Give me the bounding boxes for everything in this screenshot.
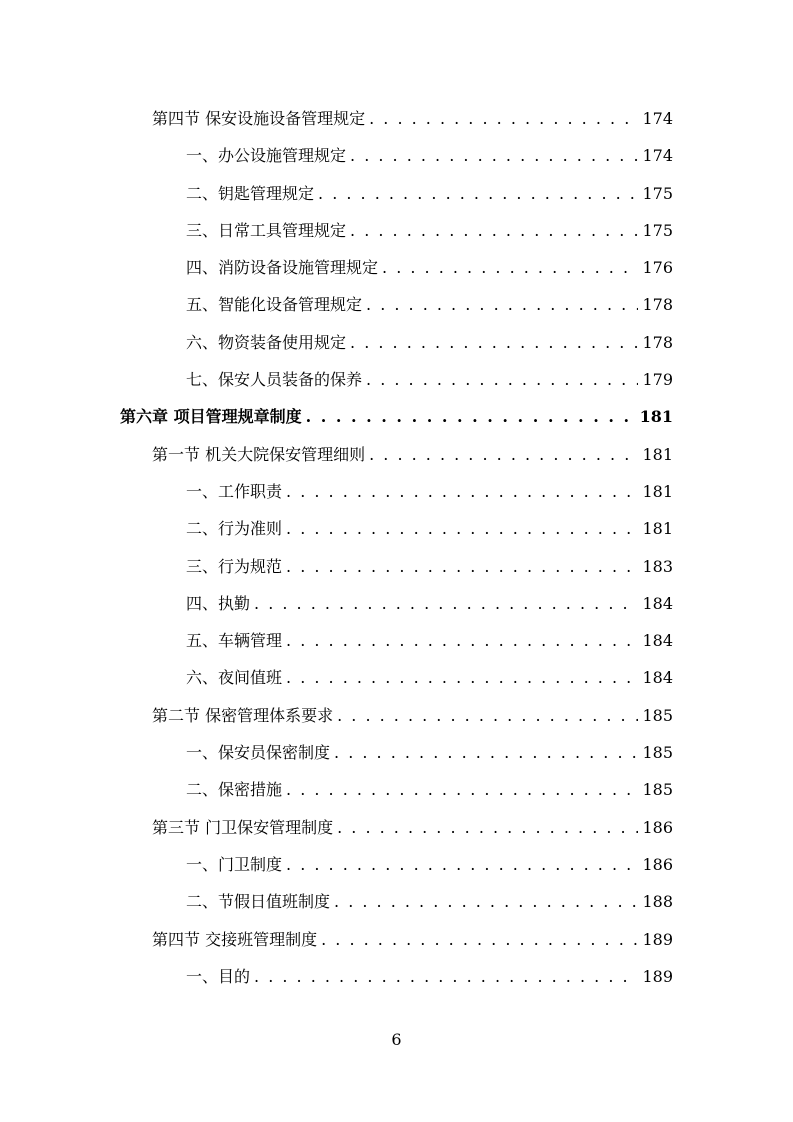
toc-entry[interactable]: [120, 361, 673, 398]
toc-entry-title: 四、消防设备设施管理规定: [186, 258, 379, 278]
dot-leader: [334, 883, 638, 920]
toc-entry-page: 184: [642, 631, 673, 651]
dot-leader: [286, 659, 638, 696]
toc-entry-page: 184: [642, 668, 673, 688]
toc-entry[interactable]: [120, 958, 673, 995]
dot-leader: [337, 809, 638, 846]
toc-entry-title: 第二节 保密管理体系要求: [152, 705, 334, 725]
toc-entry-title: 第四节 保安设施设备管理规定: [152, 109, 366, 128]
toc-entry-page: 179: [642, 370, 673, 390]
dot-leader: [286, 846, 638, 883]
toc-entry-page: 189: [642, 929, 673, 949]
toc-entry-title: 一、门卫制度: [186, 854, 283, 874]
dot-leader: [369, 100, 638, 137]
dot-leader: [366, 361, 638, 398]
toc-entry[interactable]: [120, 659, 673, 696]
toc-entry-title: 五、车辆管理: [186, 631, 283, 651]
toc-entry-title: 三、日常工具管理规定: [186, 220, 347, 240]
table-of-contents: [120, 100, 673, 995]
toc-entry[interactable]: [120, 286, 673, 323]
toc-entry-title: 第一节 机关大院保安管理细则: [152, 444, 366, 464]
toc-entry-page: 186: [642, 854, 673, 874]
dot-leader: [286, 510, 638, 547]
dot-leader: [286, 622, 638, 659]
toc-entry[interactable]: [120, 697, 673, 734]
dot-leader: [382, 249, 638, 286]
toc-entry-title: 四、执勤: [186, 593, 251, 613]
toc-entry[interactable]: [120, 212, 673, 249]
dot-leader: [254, 958, 638, 995]
dot-leader: [286, 548, 638, 585]
toc-entry-title: 一、保安员保密制度: [186, 743, 331, 763]
toc-entry-title: 二、行为准则: [186, 519, 283, 539]
page-number: 6: [391, 1030, 402, 1049]
toc-entry[interactable]: [120, 921, 673, 958]
toc-entry[interactable]: [120, 809, 673, 846]
toc-entry[interactable]: [120, 324, 673, 361]
toc-entry-page: 184: [642, 593, 673, 613]
toc-entry-page: 176: [642, 258, 673, 278]
toc-entry-page: 185: [642, 743, 673, 763]
dot-leader: [350, 212, 638, 249]
toc-entry-page: 181: [642, 519, 673, 539]
toc-entry-title: 二、保密措施: [186, 780, 283, 800]
toc-entry-page: 175: [642, 220, 673, 240]
toc-entry[interactable]: [120, 436, 673, 473]
dot-leader: [369, 436, 638, 473]
dot-leader: [350, 324, 638, 361]
dot-leader: [286, 473, 638, 510]
dot-leader: [366, 286, 638, 323]
dot-leader: [306, 398, 636, 435]
toc-entry-page: 181: [642, 444, 673, 464]
toc-entry-page: 175: [642, 183, 673, 203]
toc-entry-title: 第六章 项目管理规章制度: [120, 407, 302, 427]
dot-leader: [337, 697, 638, 734]
toc-entry-title: 一、办公设施管理规定: [186, 146, 347, 166]
toc-entry[interactable]: [120, 100, 673, 137]
toc-entry[interactable]: [120, 585, 673, 622]
toc-entry-title: 第三节 门卫保安管理制度: [152, 817, 334, 837]
dot-leader: [334, 734, 638, 771]
toc-entry-page: 174: [642, 109, 673, 128]
toc-entry-page: 189: [642, 966, 673, 986]
toc-entry-page: 188: [642, 892, 673, 912]
toc-entry[interactable]: [120, 734, 673, 771]
dot-leader: [286, 771, 638, 808]
toc-entry[interactable]: [120, 771, 673, 808]
toc-entry-title: 三、行为规范: [186, 556, 283, 576]
toc-entry-page: 174: [642, 146, 673, 166]
toc-entry-title: 七、保安人员装备的保养: [186, 370, 363, 390]
toc-entry-title: 六、物资装备使用规定: [186, 332, 347, 352]
dot-leader: [350, 137, 638, 174]
toc-entry-title: 二、节假日值班制度: [186, 892, 331, 912]
toc-entry-title: 五、智能化设备管理规定: [186, 295, 363, 315]
toc-entry[interactable]: [120, 175, 673, 212]
toc-entry-title: 一、目的: [186, 966, 251, 986]
toc-entry-page: 185: [642, 705, 673, 725]
toc-entry-page: 186: [642, 817, 673, 837]
toc-entry[interactable]: [120, 398, 673, 435]
toc-entry-title: 六、夜间值班: [186, 668, 283, 688]
toc-entry-page: 181: [642, 481, 673, 501]
toc-entry-page: 181: [639, 407, 673, 427]
dot-leader: [254, 585, 638, 622]
toc-entry-title: 二、钥匙管理规定: [186, 183, 315, 203]
toc-entry[interactable]: [120, 883, 673, 920]
toc-entry[interactable]: [120, 249, 673, 286]
dot-leader: [318, 175, 638, 212]
toc-entry-title: 第四节 交接班管理制度: [152, 929, 318, 949]
toc-entry-page: 183: [642, 556, 673, 576]
toc-entry[interactable]: [120, 622, 673, 659]
toc-entry[interactable]: [120, 137, 673, 174]
dot-leader: [321, 921, 638, 958]
toc-entry[interactable]: [120, 473, 673, 510]
toc-entry-page: 178: [642, 295, 673, 315]
toc-entry[interactable]: [120, 548, 673, 585]
toc-entry[interactable]: [120, 846, 673, 883]
toc-entry[interactable]: [120, 510, 673, 547]
toc-entry-page: 178: [642, 332, 673, 352]
toc-entry-page: 185: [642, 780, 673, 800]
toc-entry-title: 一、工作职责: [186, 481, 283, 501]
